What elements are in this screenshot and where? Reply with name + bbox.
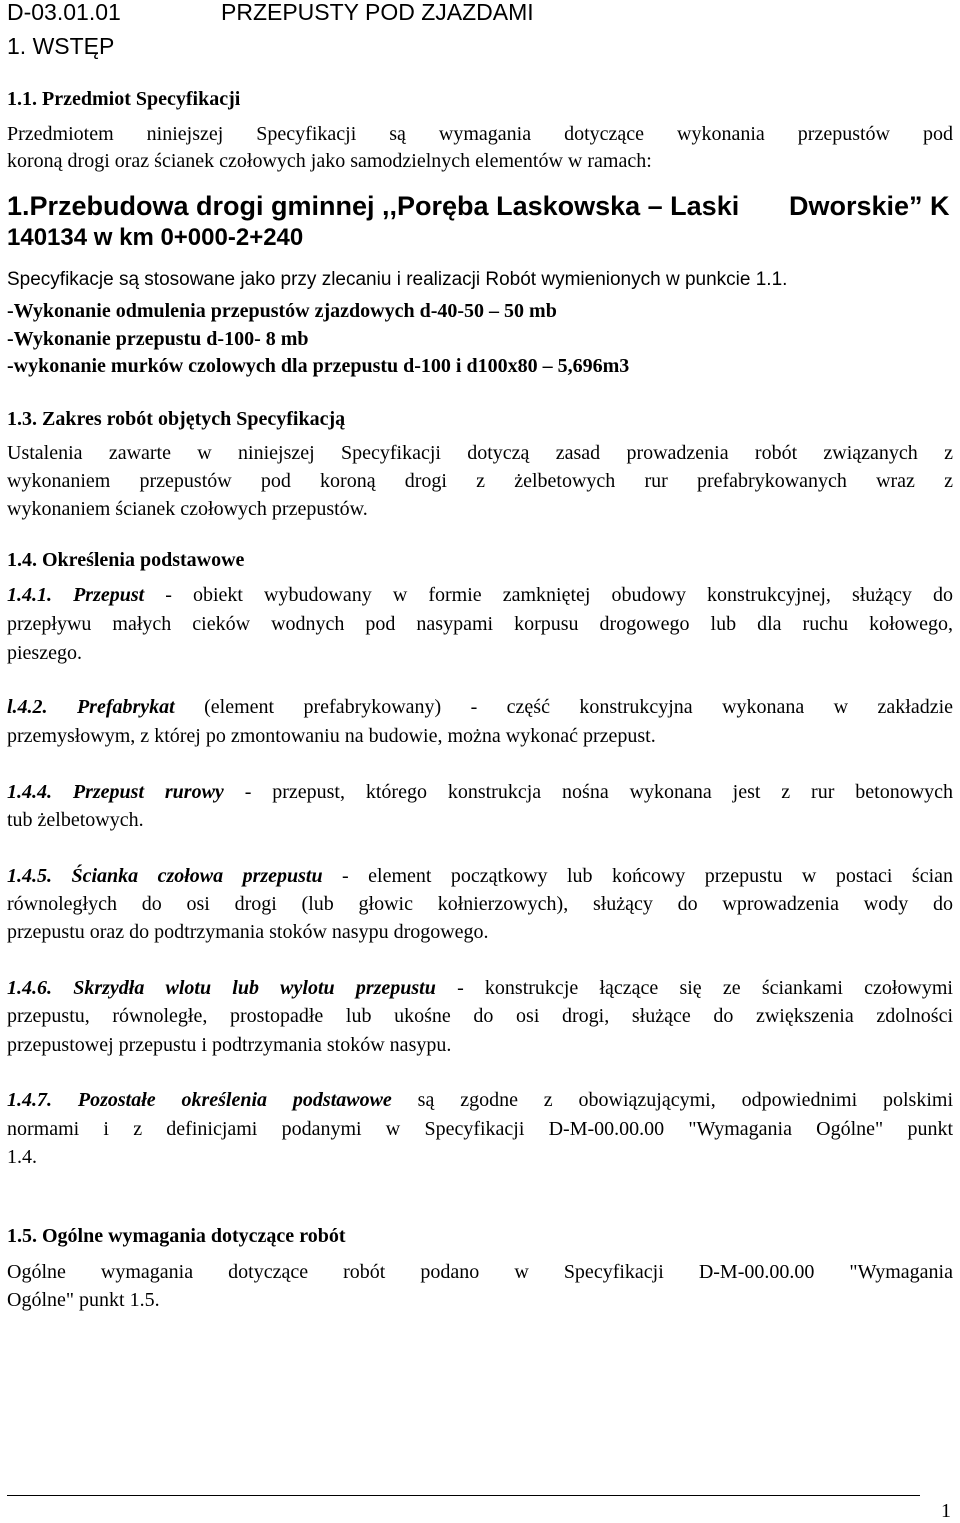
paragraph-line: Ogólne" punkt 1.5. xyxy=(7,1289,160,1311)
definition-text: (element prefabrykowany) - część konstrukcyjna wykonana w zakładzie xyxy=(174,696,954,718)
paragraph-line: Ogólne wymagania dotyczące robót podano w Specyfikacji D-M-00.00.00 "Wymagania xyxy=(7,1261,953,1283)
paragraph-line: przepustu oraz do podtrzymania stoków nasypu drogowego. xyxy=(7,921,489,943)
definition-1-4-7 xyxy=(7,1090,953,1110)
scope-item: -Wykonanie przepustu d-100- 8 mb xyxy=(7,328,309,350)
heading-1-5: 1.5. Ogólne wymagania dotyczące robót xyxy=(7,1225,346,1247)
footer-rule xyxy=(7,1495,920,1496)
paragraph-line: Specyfikacje są stosowane jako przy zlecaniu i realizacji Robót wymienionych w punkcie 1.1. xyxy=(7,269,788,290)
paragraph-line: wykonaniem przepustów pod koroną drogi z żelbetowych rur prefabrykowanych wraz z xyxy=(7,470,953,492)
definition-term: Pozostałe określenia podstawowe xyxy=(77,1089,392,1111)
heading-1-1: 1.1. Przedmiot Specyfikacji xyxy=(7,88,241,110)
definition-term: Skrzydła wlotu lub wylotu przepustu xyxy=(73,977,436,999)
definition-1-4-4 xyxy=(7,782,953,802)
paragraph-line: Przedmiotem niniejszej Specyfikacji są wymagania dotyczące wykonania przepustów pod xyxy=(7,123,953,145)
paragraph-line: przemysłowym, z której po zmontowaniu na budowie, można wykonać przepust. xyxy=(7,725,656,747)
definition-number: 1.4.4. xyxy=(7,781,52,803)
paragraph-line: przepustu, równoległe, prostopadłe lub ukośne do osi drogi, służące do zwiększenia zdolności xyxy=(7,1005,953,1027)
paragraph-line: przepustowej przepustu i podtrzymania stoków nasypu. xyxy=(7,1034,452,1056)
document-title: PRZEPUSTY POD ZJAZDAMI xyxy=(221,0,534,25)
document-code: D-03.01.01 xyxy=(7,0,121,25)
section-heading-intro: 1. WSTĘP xyxy=(7,33,115,59)
page-number: 1 xyxy=(941,1500,951,1522)
definition-text: są zgodne z obowiązującymi, odpowiednimi polskimi xyxy=(391,1089,953,1111)
paragraph-line: tub żelbetowych. xyxy=(7,809,144,831)
definition-term: Przepust rurowy xyxy=(72,781,224,803)
paragraph-line: przepływu małych cieków wodnych pod nasypami korpusu drogowego lub dla ruchu kołowego, xyxy=(7,613,953,635)
definition-1-4-5 xyxy=(7,866,953,886)
scope-item: -wykonanie murków czolowych dla przepustu d-100 i d100x80 – 5,696m3 xyxy=(7,355,630,377)
definition-number: 1.4.5. xyxy=(7,865,52,887)
paragraph-line: równoległych do osi drogi (lub głowic kołnierzowych), służący do wprowadzenia wody do xyxy=(7,893,953,915)
paragraph-line: Ustalenia zawarte w niniejszej Specyfikacji dotyczą zasad prowadzenia robót związanych z xyxy=(7,442,953,464)
definition-text: - przepust, którego konstrukcja nośna wykonana jest z rur betonowych xyxy=(223,781,954,803)
heading-1-3: 1.3. Zakres robót objętych Specyfikacją xyxy=(7,408,346,430)
paragraph-line: pieszego. xyxy=(7,642,82,664)
project-km-line: 140134 w km 0+000-2+240 xyxy=(7,224,304,251)
definition-text: - obiekt wybudowany w formie zamkniętej obudowy konstrukcyjnej, służący do xyxy=(144,584,953,606)
definition-text: - element początkowy lub końcowy przepustu w postaci ścian xyxy=(322,865,954,887)
definition-text: - konstrukcje łączące się ze ściankami czołowymi xyxy=(435,977,953,999)
paragraph-line: wykonaniem ścianek czołowych przepustów. xyxy=(7,498,368,520)
definition-term: Ścianka czołowa przepustu xyxy=(71,865,323,887)
definition-1-4-2 xyxy=(7,697,953,717)
paragraph-line: 1.4. xyxy=(7,1146,37,1168)
paragraph-line: koroną drogi oraz ścianek czołowych jako samodzielnych elementów w ramach: xyxy=(7,150,652,172)
heading-1-4: 1.4. Określenia podstawowe xyxy=(7,549,245,571)
project-title-line-end: Dworskie” K xyxy=(789,191,950,221)
definition-1-4-6 xyxy=(7,978,953,998)
definition-number: 1.4.6. xyxy=(7,977,52,999)
paragraph-line: normami i z definicjami podanymi w Specyfikacji D-M-00.00.00 "Wymagania Ogólne" punkt xyxy=(7,1118,953,1140)
definition-number: 1.4.1. xyxy=(7,584,52,606)
definition-term: Prefabrykat xyxy=(76,696,175,718)
definition-1-4-1 xyxy=(7,585,953,605)
scope-item: -Wykonanie odmulenia przepustów zjazdowych d-40-50 – 50 mb xyxy=(7,300,557,322)
project-title-line: 1.Przebudowa drogi gminnej ,,Poręba Laskowska – Laski xyxy=(7,191,740,221)
definition-number: 1.4.7. xyxy=(7,1089,52,1111)
definition-number: l.4.2. xyxy=(7,696,48,718)
definition-term: Przepust xyxy=(73,584,145,606)
